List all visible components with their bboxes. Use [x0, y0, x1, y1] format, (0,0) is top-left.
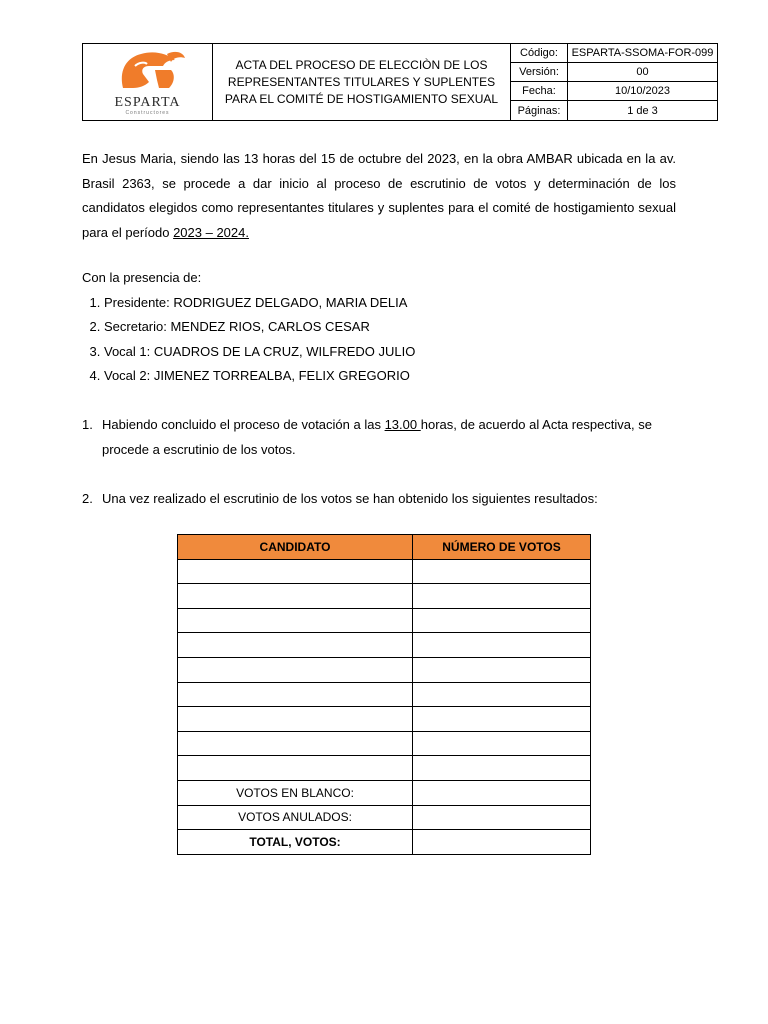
results-table: [177, 534, 591, 855]
presence-member: 4. Vocal 2: JIMENEZ TORREALBA, FELIX GREGORIO: [104, 364, 676, 389]
votes-cell[interactable]: [413, 756, 591, 781]
step-1: [82, 413, 676, 462]
meta-pages-value: 1 de 3: [627, 104, 658, 117]
blank-votes-row: [178, 780, 591, 805]
table-row: [178, 731, 591, 756]
total-votes-label: TOTAL, VOTOS:: [178, 830, 413, 855]
document-header: [82, 43, 718, 121]
total-votes-value[interactable]: [413, 830, 591, 855]
document-title: ACTA DEL PROCESO DE ELECCIÒN DE LOS REPRESENTANTES TITULARES Y SUPLENTES PARA EL COMITÉ DE HOSTIGAMIENTO SEXUAL: [213, 44, 511, 120]
null-votes-row: [178, 805, 591, 830]
document-meta: [511, 44, 717, 120]
presence-member: 3. Vocal 1: CUADROS DE LA CRUZ, WILFREDO JULIO: [104, 340, 676, 365]
candidate-cell[interactable]: [178, 657, 413, 682]
intro-period: 2023 – 2024.: [173, 224, 249, 240]
table-row: [178, 707, 591, 732]
presence-member: 2. Secretario: MENDEZ RIOS, CARLOS CESAR: [104, 315, 676, 340]
presence-list: [82, 291, 676, 389]
company-logo: [83, 44, 213, 120]
logo-subtext: Constructores: [125, 110, 170, 116]
step-number: 1.: [82, 417, 93, 432]
candidate-cell[interactable]: [178, 682, 413, 707]
votes-cell[interactable]: [413, 584, 591, 609]
candidate-cell[interactable]: [178, 584, 413, 609]
spartan-helmet-icon: [105, 48, 191, 96]
table-header-row: [178, 535, 591, 560]
step-number: 2.: [82, 491, 93, 506]
presence-section: [82, 266, 676, 389]
total-votes-row: [178, 830, 591, 855]
votes-cell[interactable]: [413, 731, 591, 756]
candidate-cell[interactable]: [178, 633, 413, 658]
candidate-cell[interactable]: [178, 559, 413, 584]
candidate-cell[interactable]: [178, 707, 413, 732]
votes-cell[interactable]: [413, 707, 591, 732]
table-row: [178, 559, 591, 584]
blank-votes-value[interactable]: [413, 780, 591, 805]
votes-cell[interactable]: [413, 608, 591, 633]
intro-text: En Jesus Maria, siendo las 13 horas del 15 de octubre del 2023, en la obra AMBAR ubicada en la av. Brasil 2363, se procede a dar inicio al proceso de escrutinio de votos y determinación de los candidatos elegidos como representantes titulares y suplentes para el comité de hostigamiento sexual para el período: [82, 151, 676, 240]
meta-date-value: 10/10/2023: [568, 82, 717, 101]
table-row: [178, 682, 591, 707]
null-votes-label: VOTOS ANULADOS:: [178, 805, 413, 830]
step-text: Habiendo concluido el proceso de votación a las 13.00 horas, de acuerdo al Acta respectiva, se procede a escrutinio de los votos.: [102, 417, 652, 457]
step-2: [82, 487, 676, 512]
candidate-cell[interactable]: [178, 608, 413, 633]
votes-cell[interactable]: [413, 682, 591, 707]
step-text: Una vez realizado el escrutinio de los votos se han obtenido los siguientes resultados:: [102, 491, 598, 506]
intro-paragraph: [82, 147, 676, 245]
candidate-cell[interactable]: [178, 731, 413, 756]
meta-date-label: Fecha:: [511, 82, 568, 101]
votes-cell[interactable]: [413, 657, 591, 682]
candidate-cell[interactable]: [178, 756, 413, 781]
meta-code-label: Código:: [511, 44, 568, 63]
table-row: [178, 633, 591, 658]
null-votes-value[interactable]: [413, 805, 591, 830]
table-row: [178, 657, 591, 682]
header-candidate: CANDIDATO: [178, 535, 413, 560]
table-row: [178, 584, 591, 609]
vote-time: 13.00: [384, 417, 421, 432]
header-votes: NÚMERO DE VOTOS: [413, 535, 591, 560]
votes-cell[interactable]: [413, 633, 591, 658]
blank-votes-label: VOTOS EN BLANCO:: [178, 780, 413, 805]
presence-heading: Con la presencia de:: [82, 270, 202, 285]
presence-member: 1. Presidente: RODRIGUEZ DELGADO, MARIA DELIA: [104, 291, 676, 316]
meta-version-value: 00: [568, 63, 717, 82]
meta-version-label: Versión:: [511, 63, 568, 82]
meta-pages-label: Páginas:: [511, 101, 568, 120]
meta-code-value: ESPARTA-SSOMA-FOR-099: [568, 44, 717, 63]
table-row: [178, 756, 591, 781]
votes-cell[interactable]: [413, 559, 591, 584]
table-row: [178, 608, 591, 633]
logo-text: ESPARTA: [114, 95, 181, 110]
